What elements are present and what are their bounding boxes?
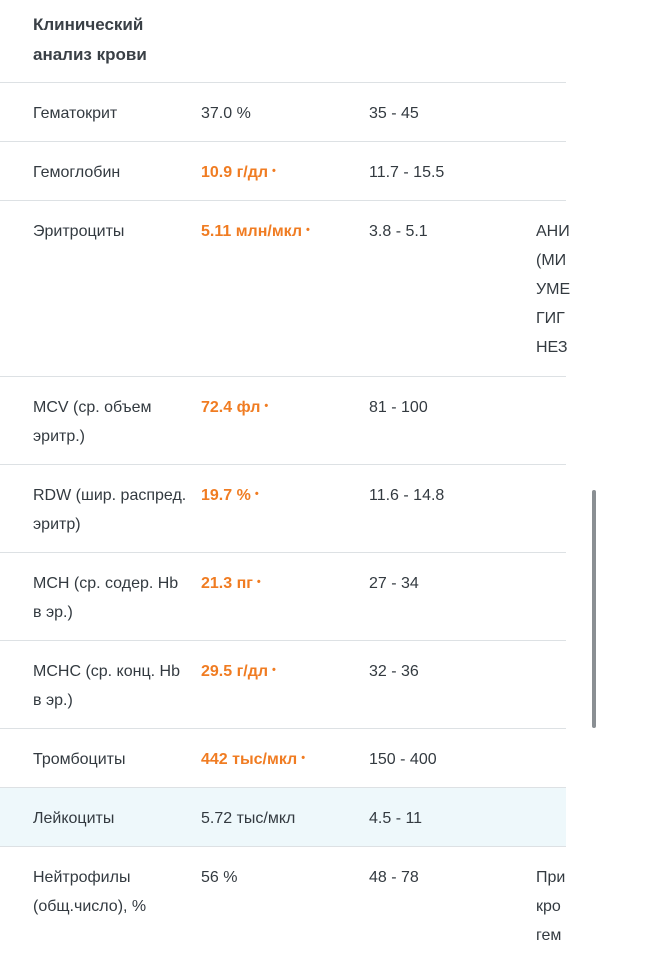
test-value-text: 10.9 г/дл [201,164,269,181]
section-title [33,10,233,70]
abnormal-flag-icon: • [272,664,276,676]
test-name-line: Тромбоциты [33,751,126,768]
result-comment [536,217,656,362]
table-row [0,82,566,142]
test-name-line: в эр.) [33,692,73,709]
test-value [201,804,369,833]
table-row [0,640,566,729]
abnormal-flag-icon: • [272,165,276,177]
abnormal-flag-icon: • [301,752,306,764]
table-row [0,846,566,957]
test-value [201,569,369,598]
test-value [201,657,369,686]
result-comment-line: кро [536,898,561,915]
reference-range: 81 - 100 [369,399,428,416]
reference-range: 48 - 78 [369,869,419,886]
abnormal-flag-icon: • [264,400,269,412]
test-value-text: 21.3 пг [201,575,253,592]
test-value-text: 5.72 тыс/мкл [201,810,296,827]
test-name [33,481,201,539]
test-name-line: в эр.) [33,604,73,621]
test-name [33,657,201,715]
reference-range: 4.5 - 11 [369,810,423,827]
test-name-line: MCHC (ср. конц. Hb [33,663,180,680]
test-value [201,863,369,892]
test-value-text: 5.11 млн/мкл [201,223,303,240]
test-name [33,804,201,833]
test-value-text: 29.5 г/дл [201,663,269,680]
test-name [33,745,201,774]
test-name [33,158,201,187]
section-title-line1: Клинический [33,15,144,34]
scrollbar[interactable] [592,490,596,728]
result-comment-line: При [536,869,566,886]
abnormal-flag-icon: • [306,224,310,236]
result-comment-line: УМЕ [536,281,571,298]
section-title-line2: анализ крови [33,45,147,64]
test-value [201,745,369,774]
test-name [33,393,201,451]
test-value-text: 19.7 % [201,487,251,504]
test-name-line: MCH (ср. содер. Hb [33,575,179,592]
test-name [33,217,201,246]
test-name-line: RDW (шир. распред. [33,487,187,504]
reference-range: 35 - 45 [369,105,419,122]
test-name-line: Гематокрит [33,105,118,122]
table-row [0,787,566,847]
test-name-line: MCV (ср. объем [33,399,152,416]
test-name-line: Нейтрофилы [33,869,131,886]
table-row [0,552,566,641]
test-name [33,863,201,921]
test-value [201,99,369,128]
test-name-line: Эритроциты [33,223,125,240]
abnormal-flag-icon: • [256,576,261,588]
abnormal-flag-icon: • [254,488,259,500]
result-comment-line: (МИ [536,252,567,269]
test-value-text: 56 % [201,869,238,886]
test-value [201,217,369,246]
result-comment-line: АНИ [536,223,570,240]
reference-range: 32 - 36 [369,663,419,680]
test-value-text: 37.0 % [201,105,251,122]
reference-range: 27 - 34 [369,575,419,592]
table-row [0,200,571,377]
test-name-line: Лейкоциты [33,810,115,827]
result-comment-line: гем [536,927,562,944]
result-comment [536,863,656,950]
test-value [201,481,369,510]
table-row [0,464,566,553]
test-value [201,158,369,187]
result-comment-line: НЕЗ [536,339,568,356]
test-value-text: 72.4 фл [201,399,261,416]
test-name-line: (общ.число), % [33,898,147,915]
test-value-text: 442 тыс/мкл [201,751,298,768]
result-comment-line: ГИГ [536,310,565,327]
test-name-line: эритр) [33,516,81,533]
reference-range: 150 - 400 [369,751,437,768]
reference-range: 11.7 - 15.5 [369,164,445,181]
test-name [33,99,201,128]
test-name-line: эритр.) [33,428,85,445]
reference-range: 11.6 - 14.8 [369,487,445,504]
test-name [33,569,201,627]
test-name-line: Гемоглобин [33,164,121,181]
reference-range: 3.8 - 5.1 [369,223,428,240]
table-row [0,728,566,788]
table-row [0,376,566,465]
table-row [0,141,566,201]
test-value [201,393,369,422]
